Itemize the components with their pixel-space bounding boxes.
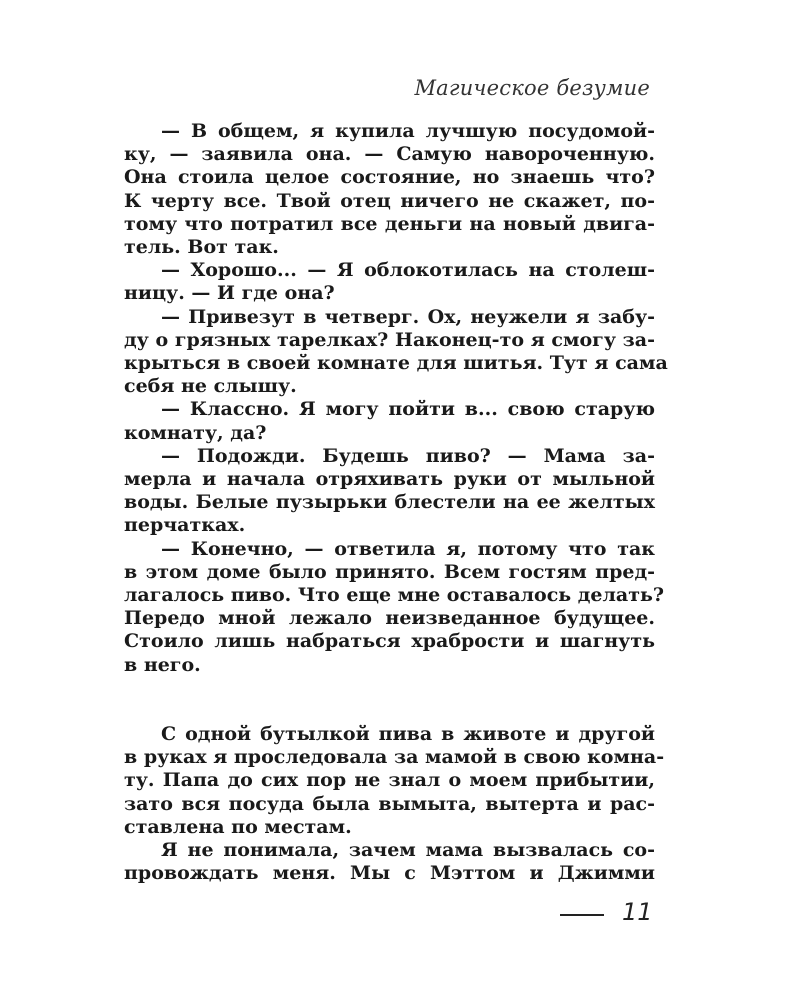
text-line: комнату, да? [124, 421, 267, 444]
text-section-2 [87, 723, 665, 885]
text-line: — В общем, я купила лучшую посудомой- [161, 120, 655, 142]
text-line: крыться в своей комнате для шитья. Тут я сама [124, 352, 668, 375]
paragraph [87, 839, 655, 885]
text-line: в него. [124, 653, 201, 676]
text-line: ду о грязных тарелках? Наконец-то я смогу за- [124, 328, 655, 351]
text-line: — Классно. Я могу пойти в... свою старую [161, 398, 655, 421]
text-section-1 [87, 120, 668, 677]
paragraph [87, 537, 665, 677]
running-header: Магическое безумие [414, 76, 650, 100]
paragraph [87, 445, 655, 538]
text-line: К черту все. Твой отец ничего не скажет, по- [124, 189, 655, 212]
paragraph [87, 259, 655, 305]
text-line: Она стоила целое состояние, но знаешь что? [124, 166, 655, 189]
page-footer [560, 898, 652, 928]
text-line: ставлена по местам. [124, 815, 352, 838]
text-line: Я не понимала, зачем мама вызвалась со- [161, 839, 655, 862]
text-line: провождать меня. Мы с Мэттом и Джимми [124, 862, 655, 885]
text-line: в руках я проследовала за мамой в свою комна- [124, 746, 665, 769]
text-line: ку, — заявила она. — Самую навороченную. [124, 143, 655, 166]
text-line: лагалось пиво. Что еще мне оставалось делать? [124, 584, 665, 607]
text-line: ту. Папа до сих пор не знал о моем прибытии, [124, 769, 655, 792]
text-line: — Хорошо... — Я облокотилась на столеш- [161, 259, 655, 282]
text-line: себя не слышу. [124, 375, 297, 398]
text-line: Стоило лишь набраться храбрости и шагнуть [124, 630, 655, 653]
paragraph [87, 305, 668, 399]
paragraph [87, 120, 655, 259]
paragraph [87, 723, 665, 839]
page-number: 11 [622, 898, 653, 926]
paragraph [87, 398, 655, 444]
text-line: Передо мной лежало неизведанное будущее. [124, 607, 655, 630]
text-line: мерла и начала отряхивать руки от мыльной [124, 468, 655, 491]
text-line: тель. Вот так. [124, 236, 279, 259]
text-line: С одной бутылкой пива в животе и другой [161, 723, 655, 745]
text-line: — Подожди. Будешь пиво? — Мама за- [161, 444, 655, 467]
text-line: зато вся посуда была вымыта, вытерта и рас- [124, 792, 655, 815]
text-line: перчатках. [124, 514, 246, 537]
text-line: — Конечно, — ответила я, потому что так [161, 537, 655, 560]
text-line: — Привезут в четверг. Ох, неужели я забу- [161, 305, 655, 328]
text-line: ницу. — И где она? [124, 282, 335, 305]
footer-rule [560, 914, 604, 916]
text-line: тому что потратил все деньги на новый двига- [124, 212, 655, 235]
text-line: воды. Белые пузырьки блестели на ее желтых [124, 491, 655, 514]
text-line: в этом доме было принято. Всем гостям пред- [124, 560, 655, 583]
